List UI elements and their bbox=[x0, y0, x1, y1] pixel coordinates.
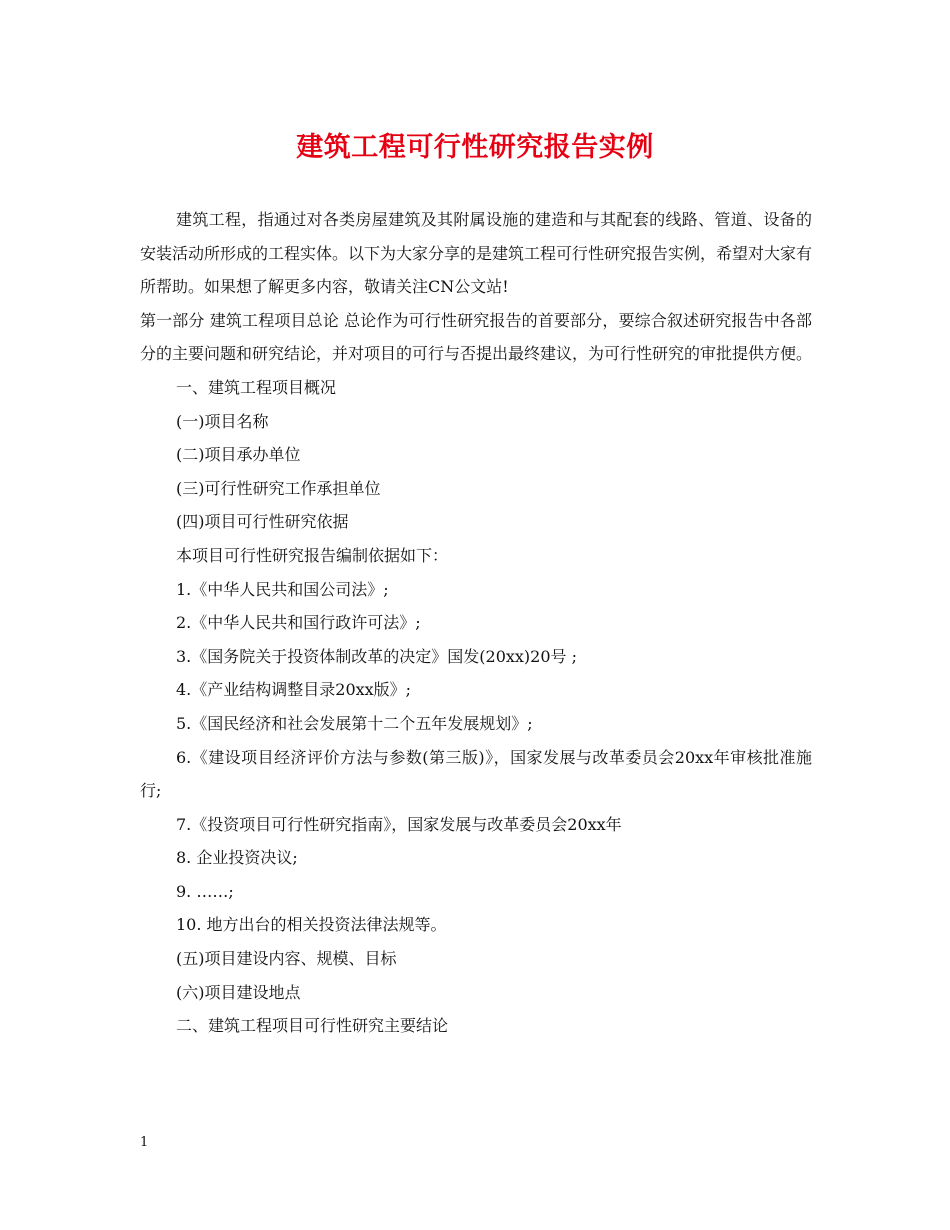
list-item: 2.《中华人民共和国行政许可法》; bbox=[176, 613, 421, 633]
document-body bbox=[140, 203, 812, 1043]
page-number: 1 bbox=[140, 1135, 149, 1150]
subsection-heading: (四)项目可行性研究依据 bbox=[176, 512, 349, 532]
subsection-heading: (三)可行性研究工作承担单位 bbox=[176, 478, 381, 498]
list-item: 6.《建设项目经济评价方法与参数(第三版)》，国家发展与改革委员会20xx年审核批准施行; bbox=[140, 747, 812, 801]
basis-intro-line: 本项目可行性研究报告编制依据如下： bbox=[176, 545, 449, 565]
list-item: 3.《国务院关于投资体制改革的决定》国发(20xx)20号 ; bbox=[176, 646, 577, 666]
section-heading: 一、建筑工程项目概况 bbox=[176, 377, 337, 397]
subsection-heading: (二)项目承办单位 bbox=[176, 445, 301, 465]
section-heading: 二、建筑工程项目可行性研究主要结论 bbox=[176, 1016, 449, 1036]
subsection-heading: (一)项目名称 bbox=[176, 411, 269, 431]
list-item: 7.《投资项目可行性研究指南》，国家发展与改革委员会20xx年 bbox=[176, 814, 622, 834]
list-item: 1.《中华人民共和国公司法》; bbox=[176, 579, 389, 599]
subsection-heading: (六)项目建设地点 bbox=[176, 982, 301, 1002]
subsection-heading: (五)项目建设内容、规模、目标 bbox=[176, 949, 397, 969]
list-item: 9. ……; bbox=[176, 881, 234, 901]
intro-paragraph: 建筑工程，指通过对各类房屋建筑及其附属设施的建造和与其配套的线路、管道、设备的安装活动所形成的工程实体。以下为大家分享的是建筑工程可行性研究报告实例，希望对大家有所帮助。如果想了解更多内容，敬请关注CN公文站! bbox=[140, 210, 813, 297]
list-item: 8. 企业投资决议; bbox=[176, 848, 298, 868]
part-one-paragraph: 第一部分 建筑工程项目总论 总论作为可行性研究报告的首要部分，要综合叙述研究报告中各部分的主要问题和研究结论，并对项目的可行与否提出最终建议，为可行性研究的审批提供方便。 bbox=[140, 310, 813, 364]
list-item: 5.《国民经济和社会发展第十二个五年发展规划》; bbox=[176, 713, 533, 733]
list-item: 4.《产业结构调整目录20xx版》; bbox=[176, 680, 412, 700]
document-title: 建筑工程可行性研究报告实例 bbox=[296, 132, 654, 163]
list-item: 10. 地方出台的相关投资法律法规等。 bbox=[176, 915, 447, 935]
